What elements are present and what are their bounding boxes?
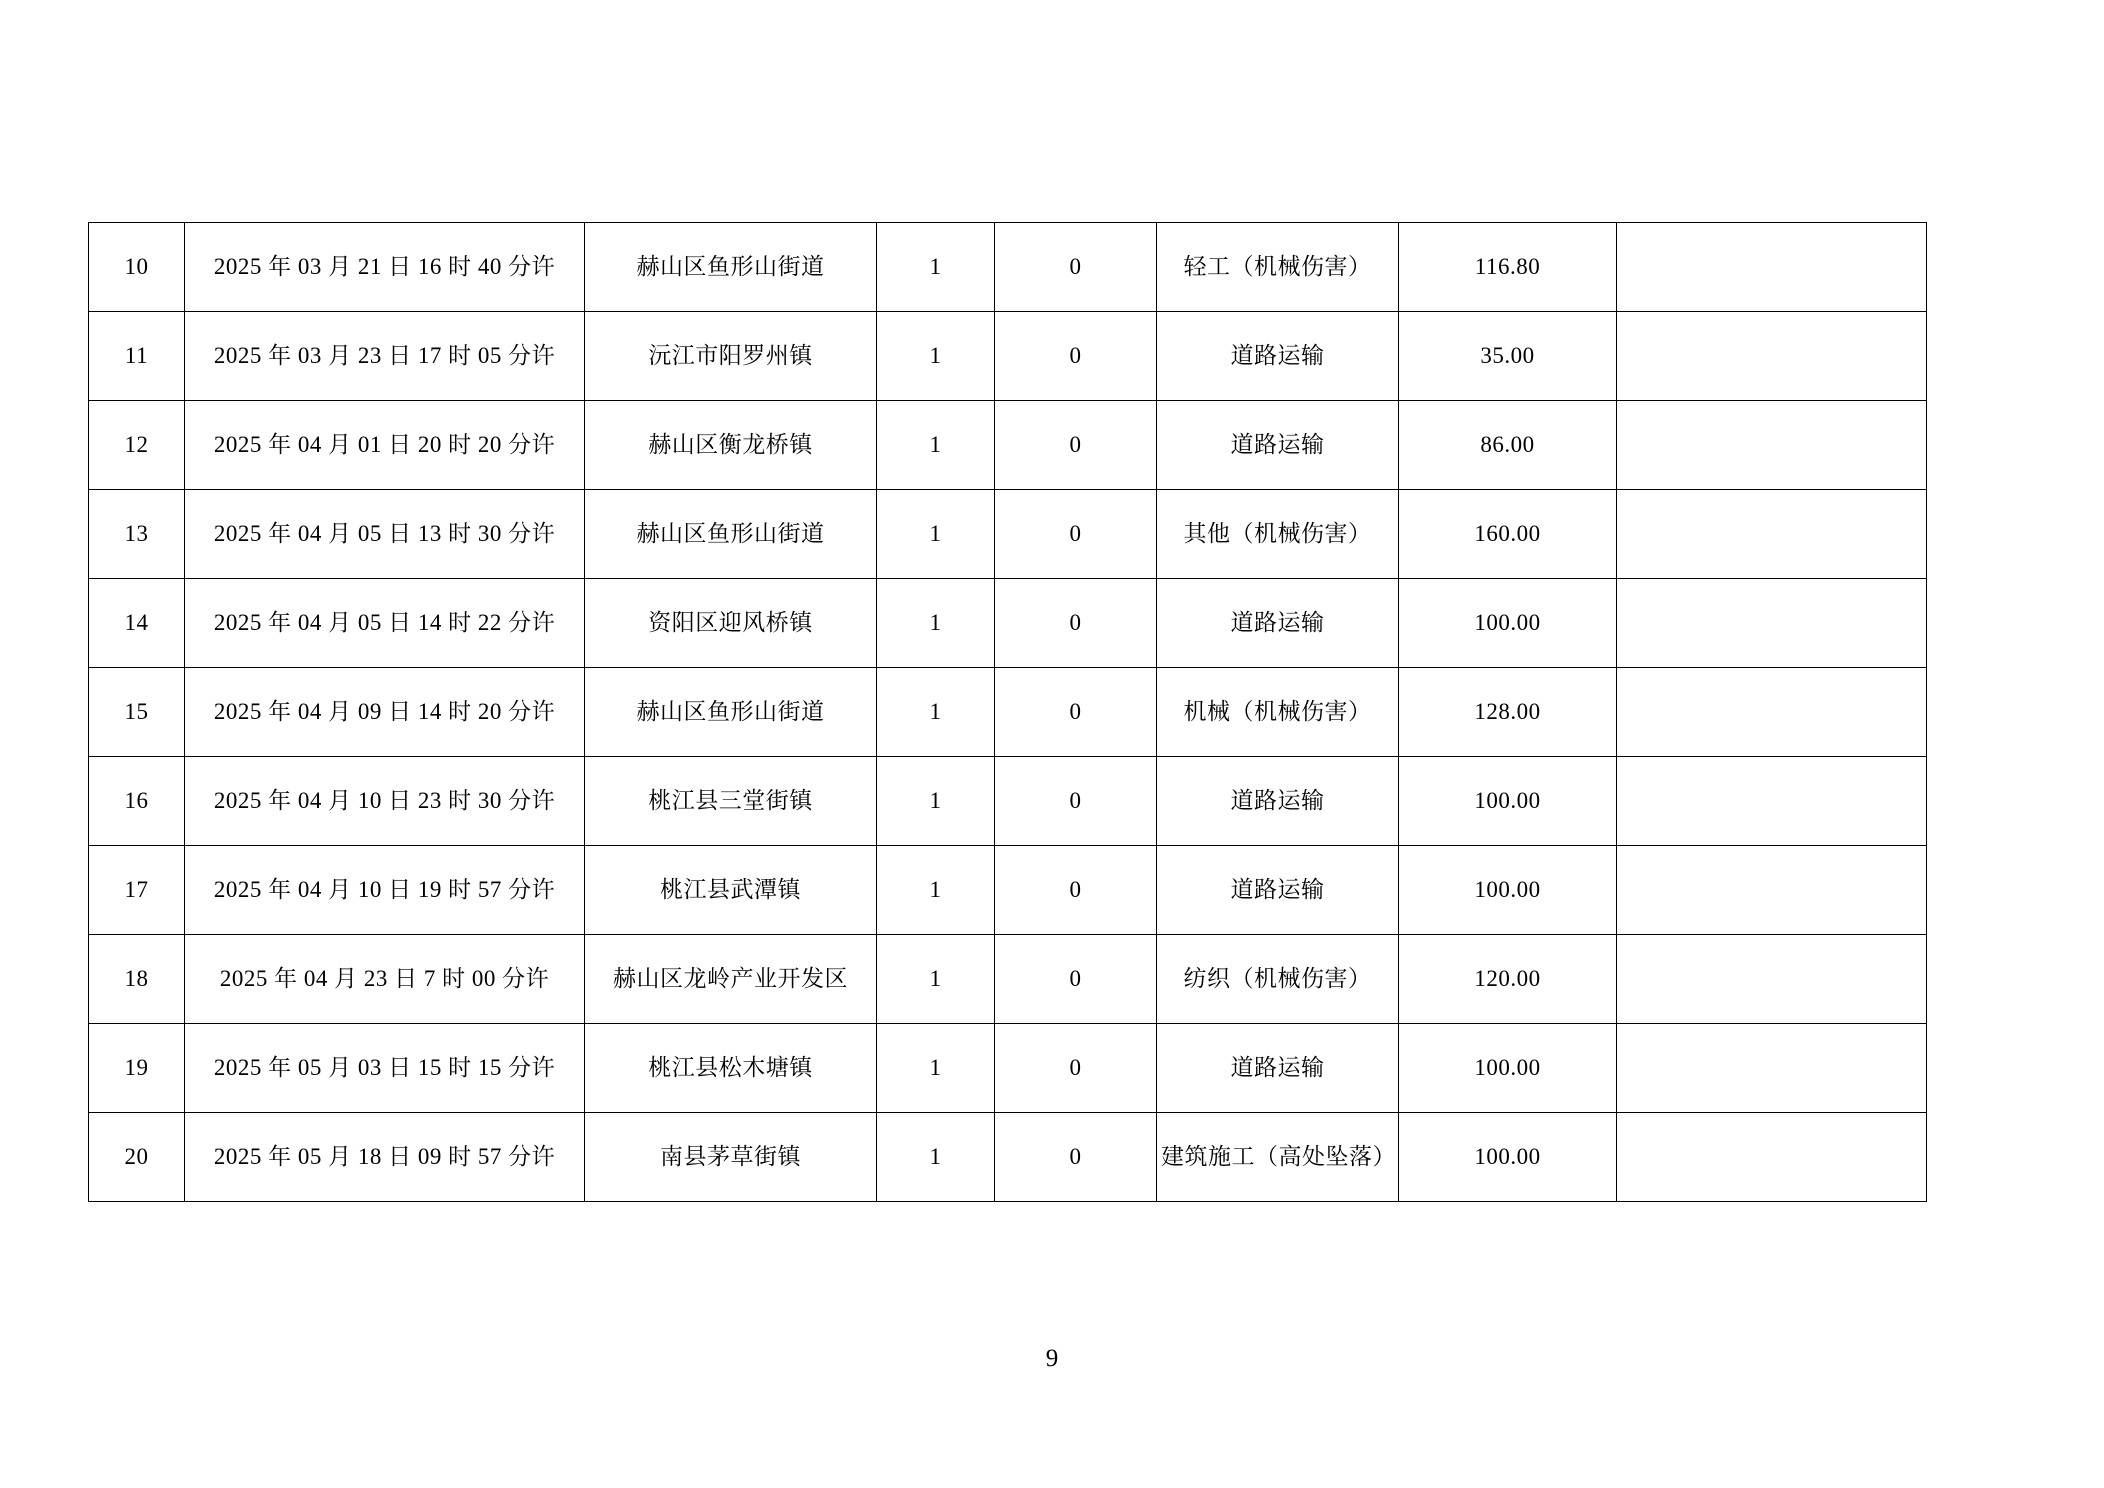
cell-injuries: 0 bbox=[995, 401, 1157, 490]
cell-loss: 100.00 bbox=[1399, 1024, 1617, 1113]
cell-place: 桃江县松木塘镇 bbox=[585, 1024, 877, 1113]
cell-injuries: 0 bbox=[995, 312, 1157, 401]
cell-index: 13 bbox=[89, 490, 185, 579]
table-row bbox=[89, 579, 1927, 668]
cell-index: 14 bbox=[89, 579, 185, 668]
cell-deaths: 1 bbox=[877, 312, 995, 401]
cell-loss: 100.00 bbox=[1399, 846, 1617, 935]
cell-index: 18 bbox=[89, 935, 185, 1024]
table-row bbox=[89, 757, 1927, 846]
cell-injuries: 0 bbox=[995, 935, 1157, 1024]
cell-note bbox=[1617, 668, 1927, 757]
table-row bbox=[89, 490, 1927, 579]
cell-place: 沅江市阳罗州镇 bbox=[585, 312, 877, 401]
cell-deaths: 1 bbox=[877, 935, 995, 1024]
cell-place: 桃江县武潭镇 bbox=[585, 846, 877, 935]
cell-note bbox=[1617, 1024, 1927, 1113]
cell-loss: 116.80 bbox=[1399, 223, 1617, 312]
cell-injuries: 0 bbox=[995, 668, 1157, 757]
cell-industry: 道路运输 bbox=[1157, 1024, 1399, 1113]
cell-loss: 100.00 bbox=[1399, 1113, 1617, 1202]
cell-deaths: 1 bbox=[877, 757, 995, 846]
table-row bbox=[89, 1113, 1927, 1202]
cell-place: 赫山区鱼形山街道 bbox=[585, 223, 877, 312]
cell-time: 2025 年 03 月 23 日 17 时 05 分许 bbox=[185, 312, 585, 401]
cell-injuries: 0 bbox=[995, 1113, 1157, 1202]
cell-loss: 86.00 bbox=[1399, 401, 1617, 490]
cell-time: 2025 年 04 月 05 日 14 时 22 分许 bbox=[185, 579, 585, 668]
cell-injuries: 0 bbox=[995, 757, 1157, 846]
cell-note bbox=[1617, 1113, 1927, 1202]
cell-time: 2025 年 04 月 10 日 23 时 30 分许 bbox=[185, 757, 585, 846]
cell-time: 2025 年 04 月 01 日 20 时 20 分许 bbox=[185, 401, 585, 490]
cell-index: 17 bbox=[89, 846, 185, 935]
cell-place: 赫山区衡龙桥镇 bbox=[585, 401, 877, 490]
cell-deaths: 1 bbox=[877, 668, 995, 757]
cell-industry: 道路运输 bbox=[1157, 312, 1399, 401]
cell-industry: 道路运输 bbox=[1157, 757, 1399, 846]
cell-deaths: 1 bbox=[877, 846, 995, 935]
cell-index: 11 bbox=[89, 312, 185, 401]
cell-loss: 35.00 bbox=[1399, 312, 1617, 401]
accident-table-container bbox=[88, 222, 1926, 1202]
cell-loss: 100.00 bbox=[1399, 579, 1617, 668]
cell-place: 赫山区鱼形山街道 bbox=[585, 668, 877, 757]
accident-table-body bbox=[89, 223, 1927, 1202]
cell-industry: 轻工（机械伤害） bbox=[1157, 223, 1399, 312]
cell-industry: 道路运输 bbox=[1157, 579, 1399, 668]
cell-loss: 100.00 bbox=[1399, 757, 1617, 846]
cell-note bbox=[1617, 223, 1927, 312]
cell-injuries: 0 bbox=[995, 1024, 1157, 1113]
cell-industry: 纺织（机械伤害） bbox=[1157, 935, 1399, 1024]
cell-time: 2025 年 04 月 05 日 13 时 30 分许 bbox=[185, 490, 585, 579]
cell-note bbox=[1617, 846, 1927, 935]
cell-note bbox=[1617, 935, 1927, 1024]
cell-time: 2025 年 05 月 03 日 15 时 15 分许 bbox=[185, 1024, 585, 1113]
cell-place: 桃江县三堂街镇 bbox=[585, 757, 877, 846]
cell-industry: 建筑施工（高处坠落） bbox=[1157, 1113, 1399, 1202]
cell-note bbox=[1617, 757, 1927, 846]
cell-deaths: 1 bbox=[877, 1113, 995, 1202]
cell-place: 资阳区迎风桥镇 bbox=[585, 579, 877, 668]
cell-loss: 160.00 bbox=[1399, 490, 1617, 579]
cell-industry: 其他（机械伤害） bbox=[1157, 490, 1399, 579]
cell-index: 19 bbox=[89, 1024, 185, 1113]
cell-time: 2025 年 05 月 18 日 09 时 57 分许 bbox=[185, 1113, 585, 1202]
cell-loss: 120.00 bbox=[1399, 935, 1617, 1024]
cell-time: 2025 年 03 月 21 日 16 时 40 分许 bbox=[185, 223, 585, 312]
cell-place: 南县茅草街镇 bbox=[585, 1113, 877, 1202]
cell-note bbox=[1617, 401, 1927, 490]
table-row bbox=[89, 312, 1927, 401]
cell-index: 20 bbox=[89, 1113, 185, 1202]
cell-note bbox=[1617, 312, 1927, 401]
cell-note bbox=[1617, 579, 1927, 668]
page-number: 9 bbox=[1045, 1345, 1059, 1372]
cell-deaths: 1 bbox=[877, 1024, 995, 1113]
table-row bbox=[89, 1024, 1927, 1113]
cell-loss: 128.00 bbox=[1399, 668, 1617, 757]
cell-place: 赫山区龙岭产业开发区 bbox=[585, 935, 877, 1024]
cell-index: 12 bbox=[89, 401, 185, 490]
cell-index: 16 bbox=[89, 757, 185, 846]
cell-index: 15 bbox=[89, 668, 185, 757]
cell-place: 赫山区鱼形山街道 bbox=[585, 490, 877, 579]
cell-index: 10 bbox=[89, 223, 185, 312]
cell-time: 2025 年 04 月 23 日 7 时 00 分许 bbox=[185, 935, 585, 1024]
cell-time: 2025 年 04 月 09 日 14 时 20 分许 bbox=[185, 668, 585, 757]
cell-deaths: 1 bbox=[877, 401, 995, 490]
cell-industry: 道路运输 bbox=[1157, 401, 1399, 490]
table-row bbox=[89, 935, 1927, 1024]
table-row bbox=[89, 846, 1927, 935]
cell-time: 2025 年 04 月 10 日 19 时 57 分许 bbox=[185, 846, 585, 935]
cell-industry: 道路运输 bbox=[1157, 846, 1399, 935]
cell-injuries: 0 bbox=[995, 223, 1157, 312]
table-row bbox=[89, 223, 1927, 312]
cell-injuries: 0 bbox=[995, 846, 1157, 935]
cell-deaths: 1 bbox=[877, 223, 995, 312]
cell-note bbox=[1617, 490, 1927, 579]
accident-table bbox=[88, 222, 1927, 1202]
cell-deaths: 1 bbox=[877, 490, 995, 579]
table-row bbox=[89, 668, 1927, 757]
cell-industry: 机械（机械伤害） bbox=[1157, 668, 1399, 757]
table-row bbox=[89, 401, 1927, 490]
cell-deaths: 1 bbox=[877, 579, 995, 668]
cell-injuries: 0 bbox=[995, 579, 1157, 668]
cell-injuries: 0 bbox=[995, 490, 1157, 579]
